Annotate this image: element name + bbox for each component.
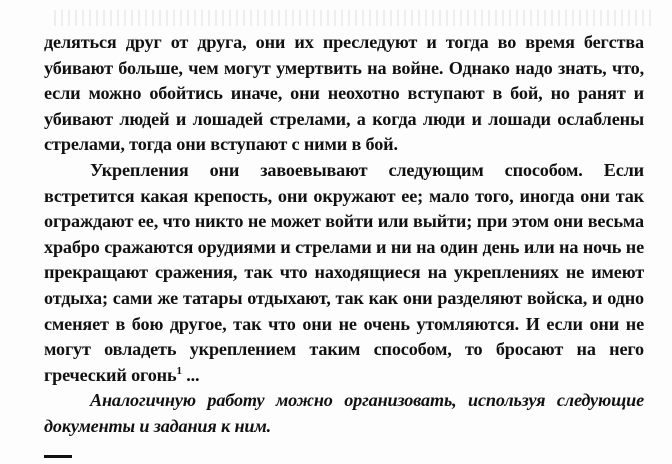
footnote-marker: 1 — [176, 364, 182, 377]
text-block — [44, 30, 644, 440]
bottom-rule — [44, 455, 72, 458]
bleed-through-text — [54, 10, 654, 26]
paragraph-1: деляться друг от друга, они их преследуют и тогда во время бегства убивают больше, чем могут умертвить на войне. Однако надо знать, что, если можно обойтись иначе, они неохотно вступают в бой, но ранят и убивают людей и лошадей стрелами, а когда люди и лошади ослаблены стрелами, тогда они вступают с ними в бой. — [44, 32, 644, 155]
paragraph-2 — [44, 158, 644, 388]
paragraph-2-text: Укрепления они завоевывают следующим способом. Если встретится какая крепость, они окружают ее; мало того, иногда они так ограждают ее, что никто не может войти или выйти; при этом они весьма храбро сражаются орудиями и стрелами и ни на один день или на ночь не прекращают сражения, так что находящиеся на укреплениях не имеют отдыха; сами же татары отдыхают, так как они разделяют войска, и одно сменяет в бою другое, так что они не очень утомляются. И если они не могут овладеть укреплением таким способом, то бросают на него греческий огонь — [44, 159, 644, 385]
paragraph-3: Аналогичную работу можно организовать, используя следующие документы и задания к ним. — [44, 390, 644, 436]
ellipsis: ... — [186, 364, 200, 385]
